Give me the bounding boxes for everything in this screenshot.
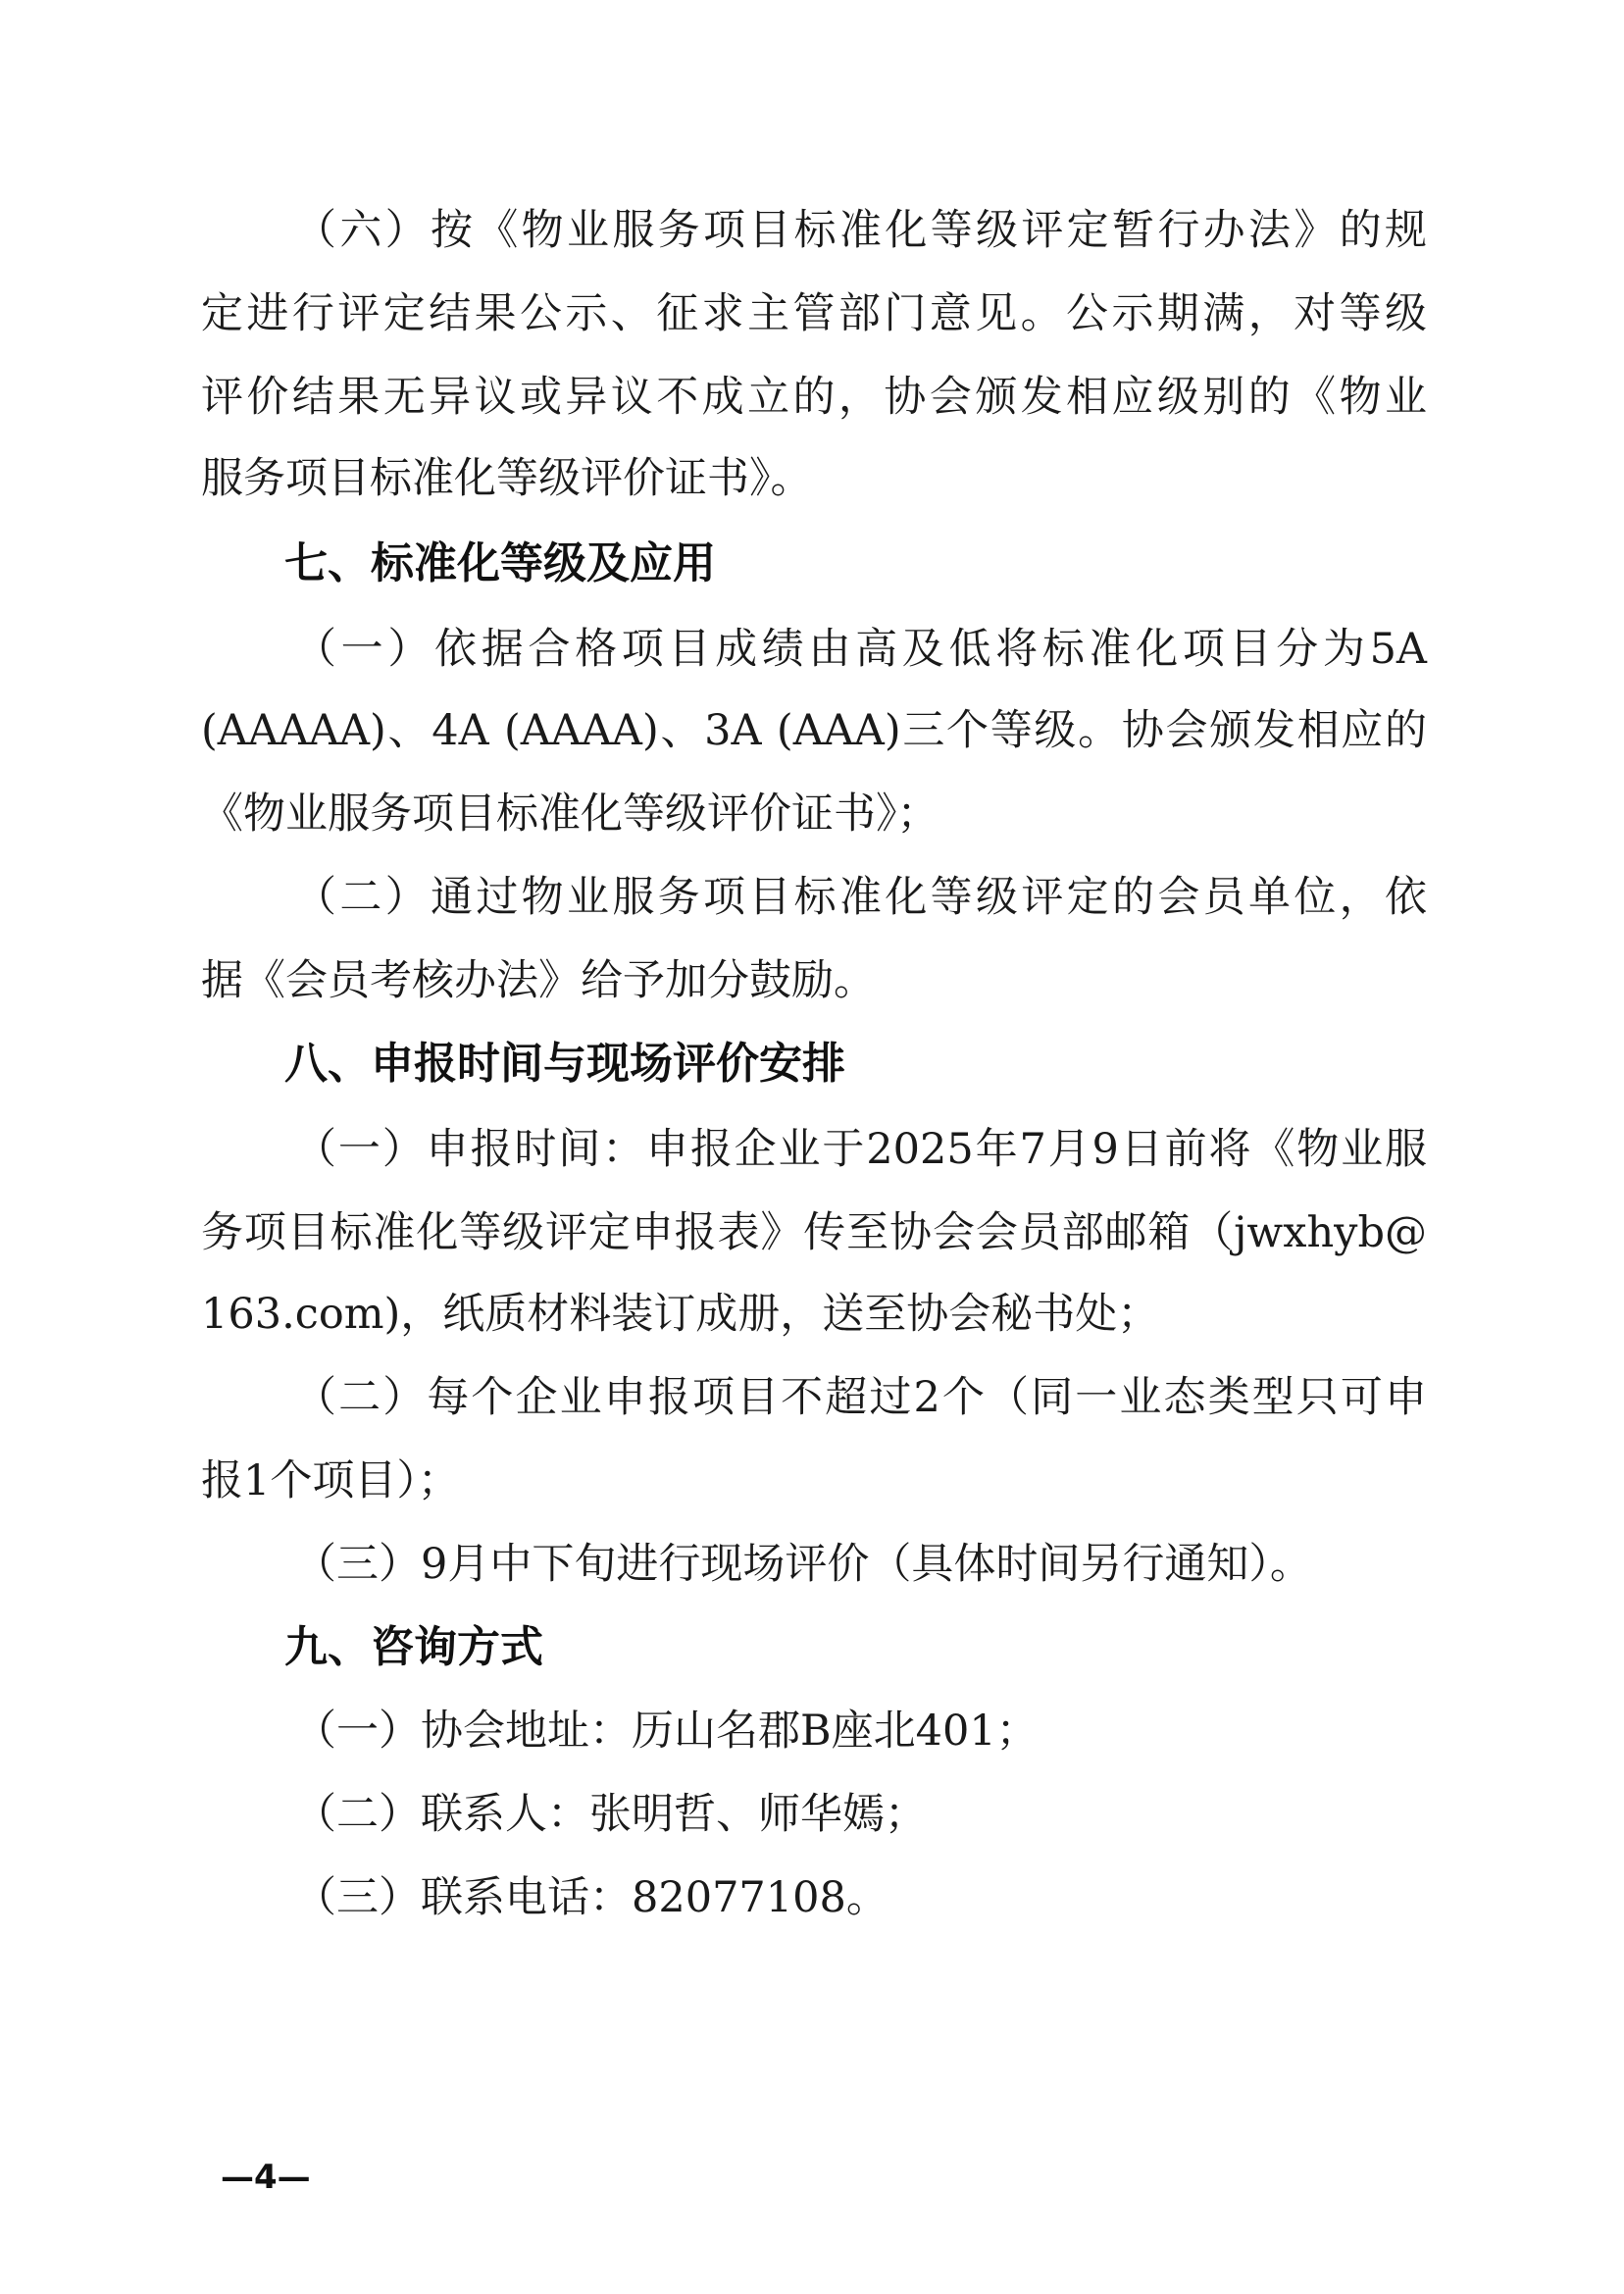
contact-person: （二）联系人：张明哲、师华嫣； — [294, 1790, 927, 1839]
section-heading-9: 九、咨询方式 — [284, 1622, 543, 1672]
paragraph-line: 《物业服务项目标准化等级评价证书》； — [201, 790, 939, 839]
paragraph-line: （三）9月中下旬进行现场评价（具体时间另行通知）。 — [294, 1540, 1312, 1589]
paragraph-line: 评价结果无异议或异议不成立的，协会颁发相应级别的《物业 — [201, 373, 1427, 422]
paragraph-line: 定进行评定结果公示、征求主管部门意见。公示期满，对等级 — [201, 289, 1427, 338]
contact-address: （一）协会地址：历山名郡B座北401； — [294, 1707, 1039, 1756]
paragraph-line: (AAAAA)、4A (AAAA)、3A (AAA)三个等级。协会颁发相应的 — [201, 706, 1427, 755]
paragraph-line: （一）依据合格项目成绩由高及低将标准化项目分为5A — [294, 625, 1427, 674]
paragraph-line: （二）每个企业申报项目不超过2个（同一业态类型只可申 — [294, 1373, 1427, 1422]
page-number: —4— — [221, 2158, 311, 2197]
section-heading-7: 七、标准化等级及应用 — [284, 538, 716, 588]
paragraph-line: （一）申报时间：申报企业于2025年7月9日前将《物业服 — [294, 1125, 1427, 1174]
section-heading-8: 八、申报时间与现场评价安排 — [284, 1039, 845, 1089]
paragraph-line: （二）通过物业服务项目标准化等级评定的会员单位，依 — [294, 873, 1427, 922]
paragraph-line: 服务项目标准化等级评价证书》。 — [201, 454, 813, 503]
paragraph-line: 务项目标准化等级评定申报表》传至协会会员部邮箱（jwxhyb@ — [201, 1208, 1427, 1257]
paragraph-line: 报1个项目）； — [201, 1456, 460, 1505]
paragraph-line: 163.com)，纸质材料装订成册，送至协会秘书处； — [201, 1290, 1160, 1339]
paragraph-line: 据《会员考核办法》给予加分鼓励。 — [201, 956, 876, 1005]
contact-phone: （三）联系电话：82077108。 — [294, 1873, 888, 1922]
paragraph-line: （六）按《物业服务项目标准化等级评定暂行办法》的规 — [294, 206, 1427, 255]
